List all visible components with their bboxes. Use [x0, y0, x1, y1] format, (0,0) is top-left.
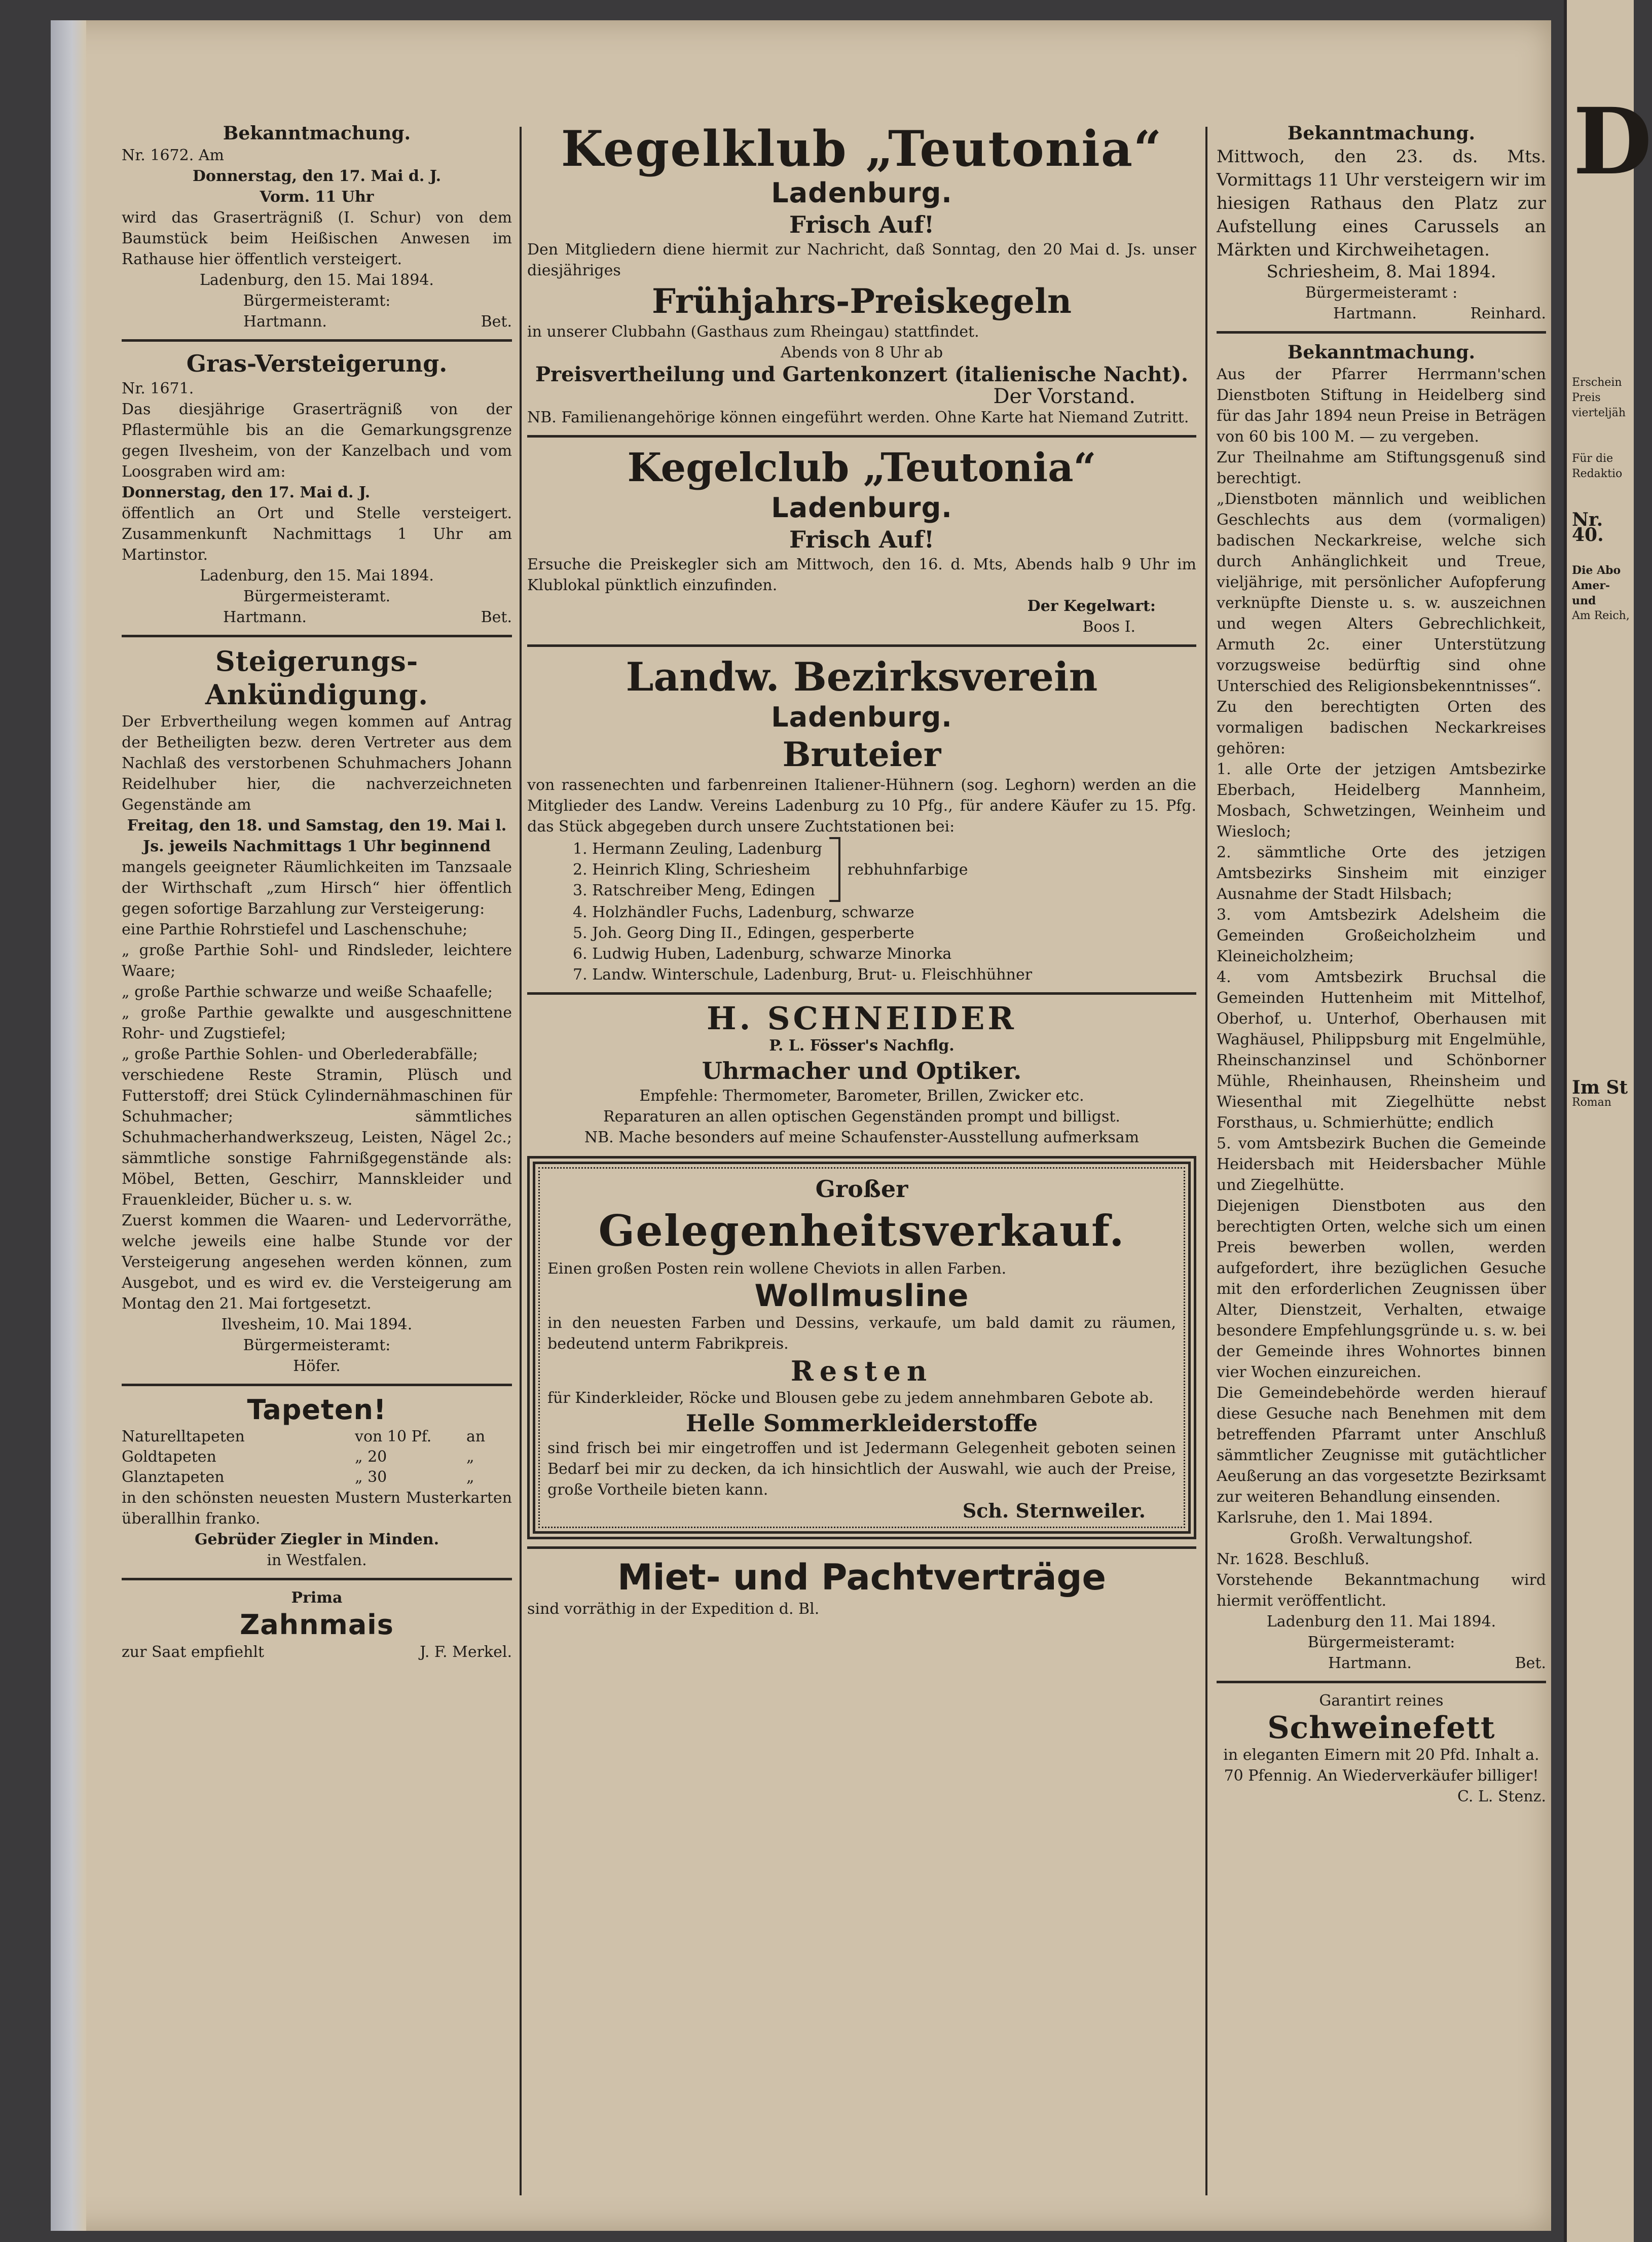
auction-item: „ große Parthie Sohl- und Rindsleder, leichtere Waare; — [122, 942, 512, 980]
divider — [1217, 331, 1546, 334]
auction-item: „ große Parthie Sohlen- und Oberlederabfälle; — [122, 1045, 478, 1063]
price-row — [122, 1447, 512, 1467]
ad-gelegenheitsverkauf — [527, 1156, 1196, 1539]
notice-place: Ladenburg den 11. Mai 1894. — [1266, 1613, 1496, 1631]
ad-body: sind vorräthig in der Expedition d. Bl. — [527, 1600, 820, 1618]
divider — [122, 339, 512, 342]
divider — [527, 644, 1196, 647]
price-row — [122, 1467, 512, 1488]
station-item: 5. Joh. Georg Ding II., Edingen, gesperberte — [573, 924, 914, 942]
notice-signature: Hartmann. — [223, 608, 307, 626]
notice-time: Vorm. 11 Uhr — [260, 188, 374, 206]
notice-place: Schriesheim, 8. Mai 1894. — [1266, 262, 1496, 282]
ad-body: in den schönsten neuesten Mustern Musterkarten überallhin franko. — [122, 1489, 512, 1528]
ad-place: Ladenburg. — [771, 177, 952, 209]
fragment-line: Roman — [1572, 1096, 1611, 1109]
auction-item: „ große Parthie schwarze und weiße Schaafelle; — [122, 983, 493, 1001]
ad-sign: Der Kegelwart: — [1027, 597, 1156, 615]
notice-title: Bekanntmachung. — [1287, 123, 1476, 144]
ad-title: Kegelclub „Teutonia“ — [627, 445, 1096, 491]
ad-lard — [1217, 1690, 1546, 1807]
price-unit: an — [466, 1428, 486, 1445]
notice-carousel — [1217, 122, 1546, 324]
notice-body: Zu den berechtigten Orten des vormaligen badischen Neckarkreises gehören: — [1217, 698, 1546, 757]
fragment-text — [1572, 375, 1632, 1110]
divider — [527, 435, 1196, 438]
ad-place: Ladenburg. — [771, 701, 952, 733]
left-column — [122, 122, 512, 2222]
ad-subject: Bruteier — [782, 735, 941, 774]
notice-sig-abbr: Bet. — [1515, 1654, 1546, 1672]
notice-place: Karlsruhe, den 1. Mai 1894. — [1217, 1509, 1434, 1527]
ad-body: in den neuesten Farben und Dessins, verkaufe, um bald damit zu räumen, bedeutend unterm Fabrikpreis. — [547, 1314, 1176, 1353]
notice-title: Ankündigung. — [205, 678, 429, 711]
ad-body: in unserer Clubbahn (Gasthaus zum Rheingau) stattfindet. — [527, 323, 979, 341]
notice-title: Gras-Versteigerung. — [186, 350, 448, 377]
ad-seller: C. L. Stenz. — [1457, 1788, 1546, 1805]
ad-title: Gelegenheitsverkauf. — [598, 1206, 1125, 1256]
notice-body: Zuerst kommen die Waaren- und Ledervorräthe, welche jeweils eine halbe Stunde vor der Versteigerung angesehen werden können, zum Ausgebot, und es wird ev. die Versteigerung am Montag den 21. Mai fortgesetzt. — [122, 1212, 512, 1313]
notice-date: Donnerstag, den 17. Mai d. J. — [122, 484, 371, 501]
notice-sig-abbr: Bet. — [481, 608, 512, 626]
divider — [1217, 1681, 1546, 1683]
fragment-line: Die Abo — [1572, 564, 1621, 577]
ad-title: Zahnmais — [240, 1609, 394, 1641]
notice-office: Bürgermeisteramt. — [243, 588, 391, 605]
notice-foundation — [1217, 341, 1546, 1674]
price-name: Naturelltapeten — [122, 1428, 245, 1445]
notice-sig-2: Reinhard. — [1470, 305, 1546, 322]
ad-body: Reparaturen an allen optischen Gegenständen prompt und billigst. — [603, 1108, 1120, 1126]
price-name: Glanztapeten — [122, 1468, 225, 1486]
fragment-line: Für die Redaktio — [1572, 452, 1623, 480]
notice-place-item: 1. alle Orte der jetzigen Amtsbezirke Eberbach, Heidelberg Mannheim, Mosbach, Schwetzingen, Weinheim und Wiesloch; — [1217, 761, 1546, 841]
station-item: 6. Ludwig Huben, Ladenburg, schwarze Minorka — [573, 945, 952, 963]
notice-body: Das diesjährige Graserträgniß von der Pflastermühle bis an die Gemarkungsgrenze gegen Ilvesheim, von der Kanzelbach und vom Loosgraben wird am: — [122, 401, 512, 481]
station-item: 1. Hermann Zeuling, Ladenburg — [573, 840, 822, 858]
price-value: von 10 Pf. — [355, 1428, 432, 1445]
station-item: 3. Ratschreiber Meng, Edingen — [573, 881, 815, 899]
ad-body: in eleganten Eimern mit 20 Pfd. Inhalt a. 70 Pfennig. An Wiederverkäufer billiger! — [1223, 1746, 1539, 1785]
notice-place-item: 5. vom Amtsbezirk Buchen die Gemeinde Heidersbach mit Heidersbacher Mühle und Ziegelhütte. — [1217, 1135, 1546, 1194]
ad-title: Miet- und Pachtverträge — [617, 1557, 1107, 1598]
notice-office: Bürgermeisteramt : — [1305, 284, 1458, 302]
ad-body: zur Saat empfiehlt — [122, 1643, 265, 1661]
notice-body: Zur Theilnahme am Stiftungsgenuß sind berechtigt. — [1217, 449, 1546, 487]
ad-title: Kegelklub „Teutonia“ — [561, 120, 1163, 177]
station-item: 4. Holzhändler Fuchs, Ladenburg, schwarze — [573, 903, 914, 921]
notice-title: Bekanntmachung. — [1287, 342, 1476, 363]
ad-title: H. SCHNEIDER — [707, 1000, 1017, 1037]
notice-body: Mittwoch, den 23. ds. Mts. Vormittags 11 Uhr versteigern wir im hiesigen Rathaus den Platz zur Aufstellung eines Carussels an Märkten und Kirchweihetagen. — [1217, 147, 1546, 260]
divider — [527, 1546, 1196, 1549]
ad-item: Wollmusline — [754, 1278, 969, 1314]
notice-title: Steigerungs- — [215, 645, 419, 677]
divider — [527, 992, 1196, 995]
ad-prize: Preisvertheilung und Gartenkonzert (italienische Nacht). — [535, 363, 1189, 386]
notice-body: Diejenigen Dienstboten aus den berechtigten Orten, welche sich um einen Preis bewerben wollen, werden aufgefordert, ihre bezüglichen Gesuche mit den erforderlichen Zeugnissen über Alter, Dienstzeit, Verhalten, etwaige besondere Empfehlungsgründe u. s. w. bei der Gemeinde ihres Wohnortes binnen vier Wochen einzureichen. — [1217, 1197, 1546, 1381]
ad-body: Ersuche die Preiskegler sich am Mittwoch, den 16. d. Mts, Abends halb 9 Uhr im Klublokal pünktlich einzufinden. — [527, 556, 1196, 594]
notice-signature: Hartmann. — [243, 313, 327, 331]
price-name: Goldtapeten — [122, 1448, 216, 1466]
fragment-line: Am Reich, — [1572, 609, 1630, 622]
notice-signature: Hartmann. — [1328, 1654, 1412, 1672]
notice-signature: Hartmann. — [1333, 305, 1417, 322]
fragment-line: Erschein — [1572, 376, 1622, 389]
ad-pre: Prima — [291, 1589, 343, 1607]
column-rule-1 — [520, 127, 522, 2195]
notice-office: Großh. Verwaltungshof. — [1290, 1530, 1473, 1547]
station-group-label: rebhuhnfarbige — [847, 860, 968, 879]
notice-line: Nr. 1671. — [122, 380, 194, 397]
notice-date: Freitag, den 18. und Samstag, den 19. Mai l. Js. jeweils Nachmittags 1 Uhr beginnend — [127, 817, 507, 855]
ad-region: in Westfalen. — [267, 1551, 367, 1569]
notice-date: Donnerstag, den 17. Mai d. J. — [192, 167, 442, 185]
notice-signature: Höfer. — [293, 1357, 341, 1375]
notice-auction — [122, 644, 512, 1377]
fragment-line: Im St — [1572, 1077, 1628, 1098]
ad-pre: Großer — [815, 1175, 908, 1203]
binding-edge — [51, 20, 86, 2231]
ad-seller: Sch. Sternweiler. — [962, 1499, 1146, 1522]
price-unit: „ — [466, 1468, 474, 1486]
ad-note: NB. Mache besonders auf meine Schaufenster-Ausstellung aufmerksam — [584, 1129, 1140, 1146]
notice-title: Bekanntmachung. — [223, 123, 411, 144]
notice-grass-sale-2 — [122, 349, 512, 628]
next-page-fragment — [1564, 0, 1652, 2242]
ad-body: Empfehle: Thermometer, Barometer, Brillen, Zwicker etc. — [639, 1087, 1084, 1105]
notice-intro: Der Erbvertheilung wegen kommen auf Antrag der Betheiligten bezw. deren Vertreter aus dem Nachlaß des verstorbenen Schuhmachers Johann Reidelhuber hier, die nachverzeichneten Gegenstände am — [122, 713, 512, 814]
ad-seller: J. F. Merkel. — [420, 1643, 512, 1661]
ad-title: Tapeten! — [247, 1394, 387, 1426]
station-list — [573, 902, 1196, 985]
ad-item: Helle Sommerkleiderstoffe — [685, 1409, 1038, 1437]
ad-wallpaper — [122, 1393, 512, 1571]
price-unit: „ — [466, 1448, 474, 1466]
column-rule-2 — [1205, 127, 1207, 2195]
ad-body: Den Mitgliedern diene hiermit zur Nachricht, daß Sonntag, den 20 Mai d. Js. unser diesjähriges — [527, 241, 1196, 279]
fragment-line: Nr. 40. — [1572, 509, 1604, 546]
masthead-initial: D — [1573, 88, 1652, 195]
notice-body: verschiedene Reste Stramin, Plüsch und Futterstoff; drei Stück Cylindernähmaschinen für Schuhmacher; sämmtliches Schuhmacherhandwerkszeug, Leisten, Nägel 2c.; sämmtliche sonstige Fahrnißgegenstände als: Möbel, Betten, Geschirr, Mannskleider und Frauenkleider, Bücher u. s. w. — [122, 1066, 512, 1209]
ad-body: sind frisch bei mir eingetroffen und ist Jedermann Gelegenheit geboten seinen Bedarf bei mir zu decken, da ich hinsichtlich der Auswahl, wie auch der Preise, große Vortheile bieten kann. — [547, 1439, 1176, 1499]
ad-company: Gebrüder Ziegler in Minden. — [194, 1531, 439, 1548]
divider — [122, 635, 512, 637]
middle-column — [527, 122, 1196, 2222]
ad-kegelklub-2 — [527, 445, 1196, 637]
fragment-line: Preis vierteljäh — [1572, 391, 1626, 419]
ad-body: für Kinderkleider, Röcke und Blousen gebe zu jedem annehmbaren Gebote ab. — [547, 1389, 1154, 1407]
ad-note: NB. Familienangehörige können eingeführt werden. Ohne Karte hat Niemand Zutritt. — [527, 409, 1189, 426]
ad-time: Abends von 8 Uhr ab — [780, 344, 943, 361]
notice-grass-sale-1 — [122, 122, 512, 332]
notice-office: Bürgermeisteramt: — [1307, 1634, 1455, 1651]
notice-body: „Dienstboten männlich und weiblichen Geschlechts aus dem (vormaligen) badischen Neckarkreise, welche sich durch Anhänglichkeit und Treue, vieljährige, mit persönlicher Aufopferung verknüpfte Dienste u. s. w. auszeichnen und wegen Alters Gebrechlichkeit, Armuth 2c. einer Unterstützung vorzugsweise bedürftig sind ohne Unterschied des Religionsbekenntnisses“. — [1217, 490, 1546, 695]
ad-schneider — [527, 1002, 1196, 1148]
auction-item: eine Parthie Rohrstiefel und Laschenschuhe; — [122, 921, 468, 938]
notice-office: Bürgermeisteramt: — [243, 1336, 391, 1354]
ad-event: Frühjahrs-Preiskegeln — [652, 281, 1072, 321]
auction-item: „ große Parthie gewalkte und ausgeschnittene Rohr- und Zugstiefel; — [122, 1004, 512, 1042]
divider — [122, 1578, 512, 1580]
ad-pre: Garantirt reines — [1319, 1692, 1444, 1710]
notice-sig-abbr: Bet. — [481, 313, 512, 331]
brace — [829, 837, 840, 902]
ad-place: Ladenburg. — [771, 492, 952, 524]
price-row — [122, 1427, 512, 1447]
station-item: 2. Heinrich Kling, Schriesheim — [573, 860, 811, 879]
station-item: 7. Landw. Winterschule, Ladenburg, Brut- u. Fleischhühner — [573, 966, 1033, 984]
notice-place: Ladenburg, den 15. Mai 1894. — [200, 567, 434, 585]
ad-sign: Boos I. — [1082, 618, 1135, 636]
station-group — [573, 837, 1196, 902]
notice-office: Bürgermeisteramt: — [243, 292, 391, 310]
ad-body: Einen großen Posten rein wollene Cheviots in allen Farben. — [547, 1260, 1007, 1278]
notice-place: Ilvesheim, 10. Mai 1894. — [221, 1316, 413, 1333]
notice-body: Vorstehende Bekanntmachung wird hiermit veröffentlicht. — [1217, 1571, 1546, 1610]
ad-contracts — [527, 1556, 1196, 1619]
ad-item: Resten — [790, 1355, 933, 1387]
right-column — [1217, 122, 1546, 2222]
ad-kegelklub-1 — [527, 122, 1196, 428]
ad-bezirksverein — [527, 654, 1196, 985]
price-value: „ 20 — [355, 1448, 387, 1466]
notice-body: mangels geeigneter Räumlichkeiten im Tanzsaale der Wirthschaft „zum Hirsch“ hier öffentlich gegen sofortige Barzahlung zur Versteigerung: — [122, 858, 512, 918]
notice-place: Ladenburg, den 15. Mai 1894. — [200, 271, 434, 289]
ad-board: Der Vorstand. — [993, 385, 1135, 408]
notice-ref: Nr. 1628. Beschluß. — [1217, 1550, 1370, 1568]
notice-place-item: 3. vom Amtsbezirk Adelsheim die Gemeinden Großeicholzheim und Kleineicholzheim; — [1217, 906, 1546, 965]
ad-title: Schweinefett — [1267, 1710, 1495, 1746]
ad-title: Landw. Bezirksverein — [626, 654, 1098, 700]
divider — [122, 1384, 512, 1386]
ad-corn — [122, 1587, 512, 1662]
notice-body: öffentlich an Ort und Stelle versteigert. Zusammenkunft Nachmittags 1 Uhr am Martinstor. — [122, 504, 512, 564]
ad-motto: Frisch Auf! — [789, 211, 935, 238]
price-value: „ 30 — [355, 1468, 387, 1486]
notice-body: Die Gemeindebehörde werden hierauf diese Gesuche nach Benehmen mit dem betreffenden Pfarramt unter Anschluß sämmtlicher Zeugnisse mit gutächtlicher Aeußerung an das vorgesetzte Bezirksamt zur weiteren Behandlung einsenden. — [1217, 1384, 1546, 1506]
fragment-line: Amer- und — [1572, 579, 1610, 607]
ad-motto: Frisch Auf! — [789, 526, 935, 553]
notice-body: Aus der Pfarrer Herrmann'schen Dienstboten Stiftung in Heidelberg sind für das Jahr 1894 neun Preise in Beträgen von 60 bis 100 M. — zu vergeben. — [1217, 366, 1546, 446]
notice-place-item: 4. vom Amtsbezirk Bruchsal die Gemeinden Huttenheim mit Mittelhof, Oberhof, u. Unterhof, Oberhausen mit Waghäusel, Philippsburg mit Engelmühle, Rheinschanzinsel und Schönborner Mühle, Rheinhausen, Rheinsheim und Wiesenthal mit Ziegelhütte nebst Forsthaus, u. Schmierhütte; endlich — [1217, 968, 1546, 1132]
ad-successor: P. L. Fösser's Nachflg. — [769, 1037, 955, 1055]
notice-line: Nr. 1672. Am — [122, 147, 224, 164]
ad-body: von rassenechten und farbenreinen Italiener-Hühnern (sog. Leghorn) werden an die Mitglieder des Landw. Vereins Ladenburg zu 10 Pfg., für andere Käufer zu 15. Pfg. das Stück abgegeben durch unsere Zuchtstationen bei: — [527, 776, 1196, 836]
ad-trade: Uhrmacher und Optiker. — [702, 1057, 1022, 1084]
notice-body: wird das Graserträgniß (I. Schur) von dem Baumstück beim Heißischen Anwesen im Rathause hier öffentlich versteigert. — [122, 209, 512, 268]
notice-place-item: 2. sämmtliche Orte des jetzigen Amtsbezirks Sinsheim mit einziger Ausnahme der Stadt Hilsbach; — [1217, 844, 1546, 903]
